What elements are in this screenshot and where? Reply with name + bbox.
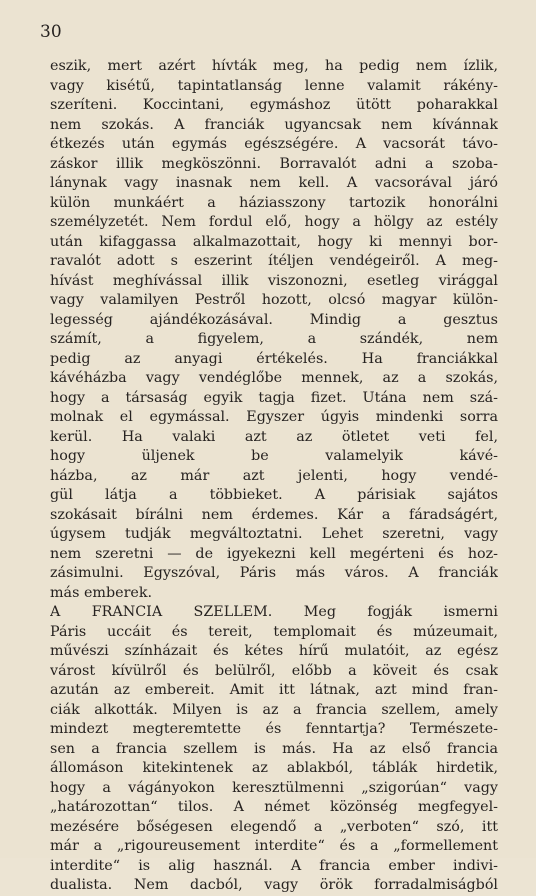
text-line: házba, az már azt jelenti, hogy vendé- bbox=[50, 467, 498, 484]
text-line: nem szeretni — de igyekezni kell megérteni és hoz- bbox=[50, 545, 498, 562]
text-line: vagy kisétű, tapintatlanság lenne valamit rákény- bbox=[50, 77, 498, 94]
text-line: számít, a figyelem, a szándék, nem bbox=[50, 331, 498, 347]
text-line: ravalót adott s eszerint ítéljen vendégeiről. A meg- bbox=[50, 253, 498, 269]
text-line: eszik, mert azért hívták meg, ha pedig nem ízlik, bbox=[50, 58, 498, 74]
text-line: mindezt megteremtette és fenntartja? Természete- bbox=[50, 721, 498, 737]
text-line: Páris uccáit és tereit, templomait és múzeumait, bbox=[50, 623, 498, 640]
text-line: molnak el egymással. Egyszer úgyis mindenki sorra bbox=[50, 409, 498, 425]
text-line: szeríteni. Koccintani, egymáshoz ütött poharakkal bbox=[50, 97, 498, 113]
text-line: mezésére bőségesen elegendő a „verboten“ szó, itt bbox=[50, 818, 498, 835]
text-line: más emberek. bbox=[50, 584, 153, 601]
text-line: záskor illik megköszönni. Borravalót adni a szoba- bbox=[50, 155, 498, 172]
text-line: lánynak vagy inasnak nem kell. A vacsorával járó bbox=[50, 175, 498, 191]
text-line: hívást meghívással illik viszonozni, esetleg virággal bbox=[50, 272, 498, 289]
text-line: után kifaggassa alkalmazottait, hogy ki mennyi bor- bbox=[50, 233, 498, 250]
text-line: legesség ajándékozásával. Mindig a gesztus bbox=[50, 311, 498, 328]
text-line: állomáson kitekintenek az ablakból, táblák hirdetik, bbox=[50, 760, 498, 776]
text-line: interdite“ is alig használ. A francia ember indivi- bbox=[50, 857, 498, 874]
text-line: kávéházba vagy vendéglőbe mennek, az a szokás, bbox=[50, 370, 498, 386]
text-line: várost kívülről és belülről, előbb a köveit és csak bbox=[50, 662, 498, 679]
text-line: gül látja a többieket. A párisiak sajátos bbox=[50, 487, 498, 503]
text-line: művészi színházait és kétes hírű mulatóit, az egész bbox=[50, 643, 498, 659]
text-line: vagy valamilyen Pestről hozott, olcsó magyar külön- bbox=[50, 292, 498, 308]
text-line: pedig az anyagi értékelés. Ha franciákkal bbox=[50, 350, 498, 367]
text-line: úgysem tudják megváltoztatni. Lehet szeretni, vagy bbox=[50, 526, 498, 542]
text-line: személyzetét. Nem fordul elő, hogy a hölgy az estély bbox=[50, 214, 498, 230]
text-line: zásimulni. Egyszóval, Páris más város. A franciák bbox=[50, 565, 498, 581]
text-line: külön munkáért a háziasszony tartozik honorálni bbox=[50, 194, 498, 211]
body-text bbox=[50, 57, 498, 896]
text-line: sen a francia szellem is más. Ha az első francia bbox=[50, 740, 498, 757]
text-line: A FRANCIA SZELLEM. Meg fogják ismerni bbox=[50, 604, 498, 620]
text-line: azután az embereit. Amit itt látnak, azt mind fran- bbox=[50, 682, 498, 698]
text-line: ciák alkották. Milyen is az a francia szellem, amely bbox=[50, 701, 498, 718]
text-line: „határozottan“ tilos. A német közönség megfegyel- bbox=[50, 799, 498, 815]
text-line: dualista. Nem dacból, vagy örök forradalmiságból bbox=[50, 877, 498, 893]
text-line: már a „rigoureusement interdite“ és a „formellement bbox=[50, 838, 498, 854]
text-line: hogy a társaság egyik tagja fizet. Utána nem szá- bbox=[50, 389, 498, 406]
text-line: hogy a vágányokon keresztülmenni „szigorúan“ vagy bbox=[50, 779, 498, 796]
text-line: hogy üljenek be valamelyik kávé- bbox=[50, 448, 498, 464]
text-line: kerül. Ha valaki azt az ötletet veti fel, bbox=[50, 428, 498, 445]
text-line: nem szokás. A franciák ugyancsak nem kívánnak bbox=[50, 116, 498, 133]
text-line: szokásait bírálni nem érdemes. Kár a fáradságért, bbox=[50, 506, 498, 523]
text-line: étkezés után egymás egészségére. A vacsorát távo- bbox=[50, 136, 498, 152]
page-number: 30 bbox=[40, 22, 62, 42]
